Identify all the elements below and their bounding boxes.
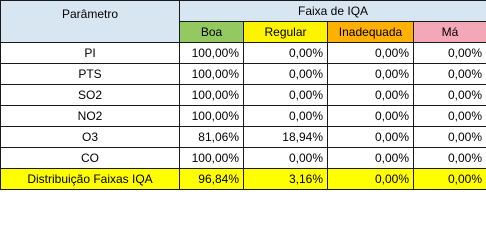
distribution-value-ma: 0,00%: [414, 169, 486, 190]
distribution-label: Distribuição Faixas IQA: [1, 169, 180, 190]
distribution-value-inadequada: 0,00%: [328, 169, 414, 190]
value-cell-ma: 0,00%: [414, 127, 486, 148]
param-cell: CO: [1, 148, 180, 169]
param-cell: NO2: [1, 106, 180, 127]
value-cell-inadequada: 0,00%: [328, 127, 414, 148]
value-cell-regular: 0,00%: [244, 106, 328, 127]
table-row: [1, 43, 486, 64]
value-cell-ma: 0,00%: [414, 85, 486, 106]
distribution-row: [1, 169, 486, 190]
value-cell-inadequada: 0,00%: [328, 43, 414, 64]
table-row: [1, 127, 486, 148]
value-cell-inadequada: 0,00%: [328, 106, 414, 127]
faixa-header: Faixa de IQA: [180, 1, 486, 22]
value-cell-regular: 0,00%: [244, 64, 328, 85]
value-cell-boa: 100,00%: [180, 43, 244, 64]
value-cell-ma: 0,00%: [414, 64, 486, 85]
param-cell: PI: [1, 43, 180, 64]
value-cell-boa: 81,06%: [180, 127, 244, 148]
table-row: [1, 64, 486, 85]
param-cell: O3: [1, 127, 180, 148]
value-cell-ma: 0,00%: [414, 148, 486, 169]
value-cell-regular: 0,00%: [244, 43, 328, 64]
param-cell: PTS: [1, 64, 180, 85]
table-row: [1, 148, 486, 169]
value-cell-regular: 0,00%: [244, 85, 328, 106]
table-row: [1, 106, 486, 127]
distribution-value-regular: 3,16%: [244, 169, 328, 190]
col-header-inadequada: Inadequada: [328, 22, 414, 43]
value-cell-regular: 18,94%: [244, 127, 328, 148]
param-cell: SO2: [1, 85, 180, 106]
value-cell-boa: 100,00%: [180, 64, 244, 85]
col-header-ma: Má: [414, 22, 486, 43]
value-cell-boa: 100,00%: [180, 85, 244, 106]
value-cell-inadequada: 0,00%: [328, 85, 414, 106]
value-cell-inadequada: 0,00%: [328, 64, 414, 85]
value-cell-ma: 0,00%: [414, 106, 486, 127]
col-header-boa: Boa: [180, 22, 244, 43]
table-row: [1, 85, 486, 106]
distribution-value-boa: 96,84%: [180, 169, 244, 190]
value-cell-ma: 0,00%: [414, 43, 486, 64]
header-row-1: [1, 1, 486, 22]
value-cell-inadequada: 0,00%: [328, 148, 414, 169]
value-cell-boa: 100,00%: [180, 106, 244, 127]
value-cell-boa: 100,00%: [180, 148, 244, 169]
value-cell-regular: 0,00%: [244, 148, 328, 169]
col-header-regular: Regular: [244, 22, 328, 43]
param-header: Parâmetro: [1, 1, 180, 43]
